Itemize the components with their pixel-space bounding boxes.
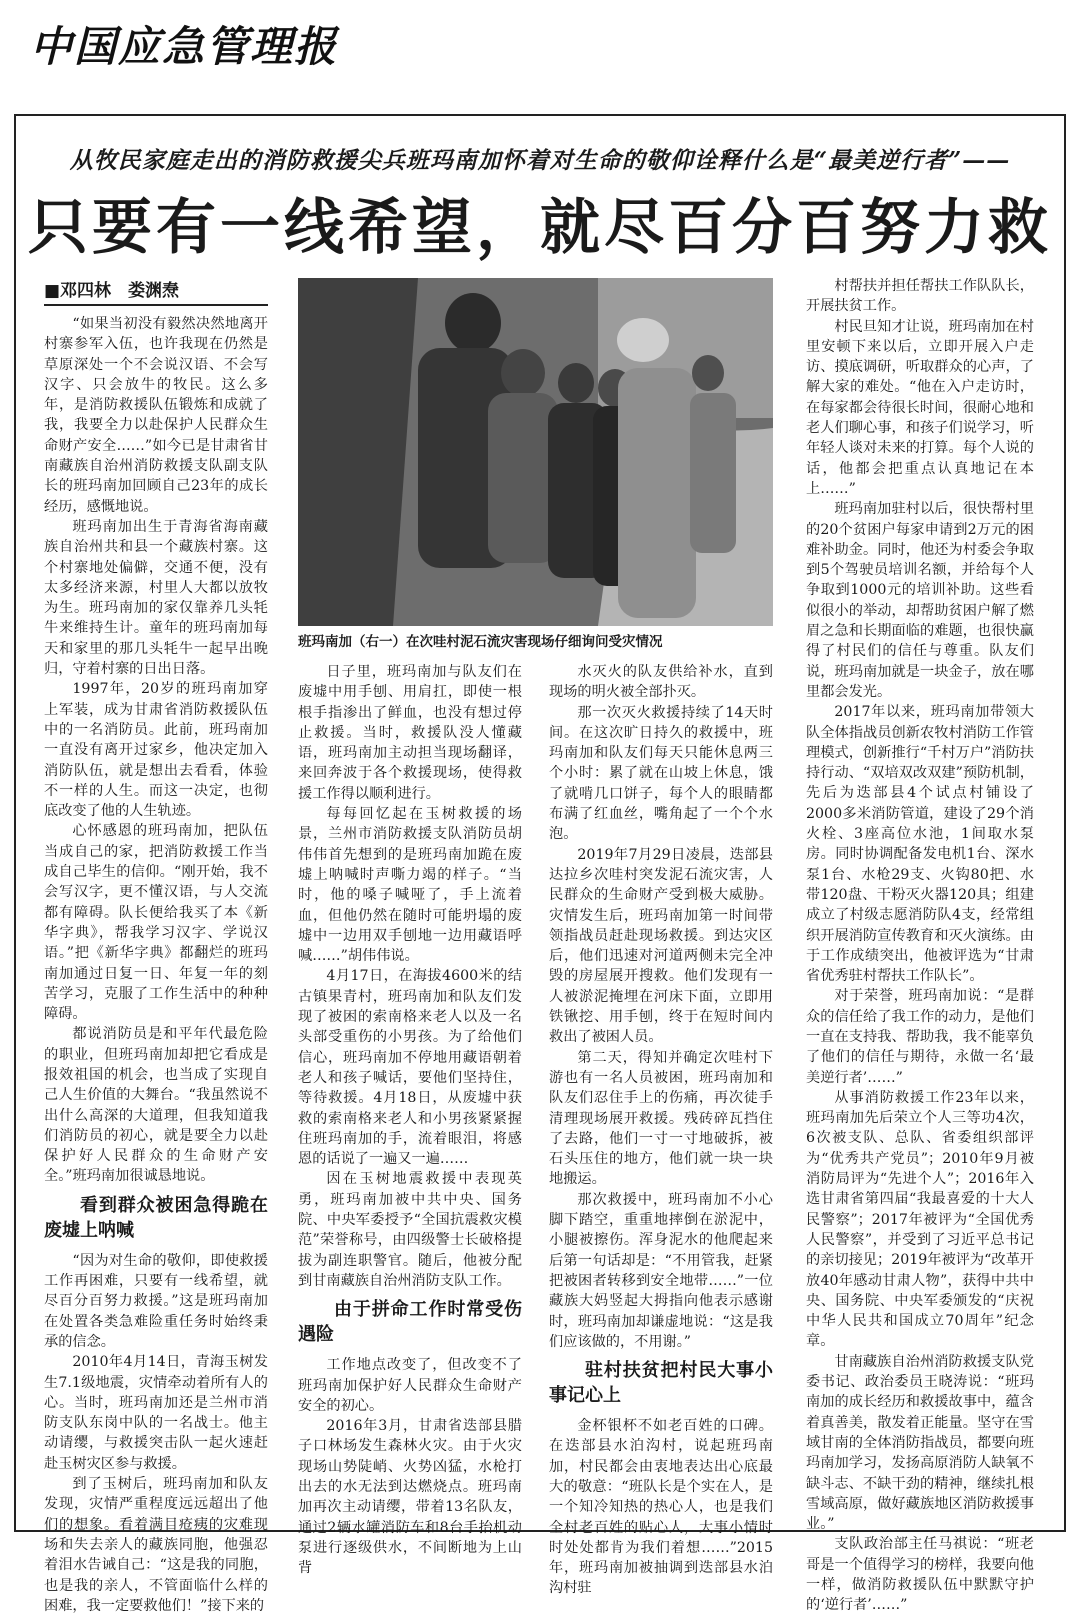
news-photo: [298, 278, 773, 626]
section-heading: 驻村扶贫把村民大事小事记心上: [549, 1360, 773, 1407]
column-3: [549, 662, 773, 1597]
article-kicker: 从牧民家庭走出的消防救援尖兵班玛南加怀着对生命的敬仰诠释什么是“最美逆行者”——: [69, 147, 1011, 174]
paragraph: “如果当初没有毅然决然地离开村寨参军入伍，也许我现在仍然是草原深处一个不会说汉语、不会写汉字、只会放牛的牧民。这么多年，是消防救援队伍锻炼和成就了我，我要全力以赴保护人民群众生命财产安全……”如今已是甘肃省甘南藏族自治州消防救援支队副支队长的班玛南加回顾自己23年的成长经历，感慨地说。: [44, 316, 268, 515]
column-2: [298, 662, 522, 1577]
newspaper-masthead: 中国应急管理报: [30, 22, 339, 71]
paragraph: 从事消防救援工作23年以来，班玛南加先后荣立个人三等功4次，6次被支队、总队、省委组织部评为“优秀共产党员”；2010年9月被消防局评为“先进个人”；2016年入选甘肃省第四届“我最喜爱的十大人民警察”；2017年被评为“全国优秀人民警察”，并受到了习近平总书记的亲切接见；2019年被评为“改革开放40年感动甘肃人物”，获得中共中央、国务院、中央军委颁发的“庆祝中华人民共和国成立70周年”纪念章。: [806, 1089, 1034, 1350]
paragraph: 到了玉树后，班玛南加和队友发现，灾情严重程度远远超出了他们的想象。看着满目疮痍的灾难现场和失去亲人的藏族同胞，他强忍着泪水告诫自己：“这是我的同胞，也是我的亲人，不管面临什么样的困难，我一定要救他们！”接下来的: [44, 1476, 268, 1614]
photo-caption: 班玛南加（右一）在次哇村泥石流灾害现场仔细询问受灾情况: [298, 634, 663, 650]
article-byline: ■邓四林 娄渊焘: [44, 276, 268, 306]
paragraph: 2017年以来，班玛南加带领大队全体指战员创新农牧村消防工作管理模式，创新推行“千村万户”消防扶持行动、“双培双改双建”预防机制，先后为迭部县4个试点村铺设了2000多米消防管道，建设了29个消火栓、3座高位水池，1间取水泵房。同时协调配备发电机1台、深水泵1台、水枪29支、火钩80把、水带120盘、干粉灭火器120具；组建成立了村级志愿消防队4支，经常组织开展消防宣传教育和灭火演练。由于工作成绩突出，他被评选为“甘肃省优秀驻村帮扶工作队长”。: [806, 704, 1034, 985]
paragraph: 班玛南加驻村以后，很快帮村里的20个贫困户每家申请到2万元的困难补助金。同时，他还为村委会争取到5个驾驶员培训名额，并给每个人争取到1000元的培训补助。这些看似很小的举动，却帮助贫困户解了燃眉之急和长期面临的难题，也很快赢得了村民们的信任与尊重。队友们说，班玛南加就是一块金子，放在哪里都会发光。: [806, 501, 1034, 700]
column-4: [806, 276, 1034, 1614]
rescue-scene-illustration: [298, 278, 773, 626]
paragraph: 2016年3月，甘肃省迭部县腊子口林场发生森林火灾。由于火灾现场山势陡峭、火势凶猛，水枪打出去的水无法到达燃烧点。班玛南加再次主动请缨，带着13名队友，通过2辆水罐消防车和8台手抬机动泵进行逐级供水，不间断地为上山背: [298, 1418, 522, 1577]
paragraph: 班玛南加出生于青海省海南藏族自治州共和县一个藏族村寨。这个村寨地处偏僻，交通不便，没有太多经济来源，村里人大都以放牧为生。班玛南加的家仅靠养几头牦牛来维持生计。童年的班玛南加每天和家里的那几头牦牛一起早出晚归，守着村寨的日出日落。: [44, 518, 268, 678]
section-heading: 由于拼命工作时常受伤遇险: [298, 1299, 522, 1346]
article-headline: 只要有一线希望，就尽百分百努力救: [28, 193, 1052, 263]
paragraph: 村民旦知才让说，班玛南加在村里安顿下来以后，立即开展入户走访、摸底调研，听取群众的心声，了解大家的难处。“他在入户走访时，在每家都会待很长时间，很耐心地和老人们聊心事，和孩子们说学习，听年轻人谈对未来的打算。每个人说的话，他都会把重点认真地记在本上……”: [806, 318, 1034, 497]
paragraph: “因为对生命的敬仰，即使救援工作再困难，只要有一线希望，就尽百分百努力救援。”这是班玛南加在处置各类急难险重任务时始终秉承的信念。: [44, 1252, 268, 1350]
paragraph: 2010年4月14日，青海玉树发生7.1级地震，灾情牵动着所有人的心。当时，班玛南加还是兰州市消防支队东岗中队的一名战士。他主动请缨，与救援突击队一起火速赶赴玉树灾区参与救援。: [44, 1354, 268, 1472]
paragraph: 对于荣誉，班玛南加说：“是群众的信任给了我工作的动力，是他们一直在支持我、帮助我，我不能辜负了他们的信任与期待，永做一名‘最美逆行者’……”: [806, 988, 1034, 1086]
paragraph: 那一次灭火救援持续了14天时间。在这次旷日持久的救援中，班玛南加和队友们每天只能休息两三个小时：累了就在山坡上休息，饿了就啃几口饼子，每个人的眼睛都布满了红血丝，嘴角起了一个个水泡。: [549, 704, 773, 843]
paragraph: 每每回忆起在玉树救援的场景，兰州市消防救援支队消防员胡伟伟首先想到的是班玛南加跪在废墟上呐喊时声嘶力竭的样子。“当时，他的嗓子喊哑了，手上流着血，但他仍然在随时可能坍塌的废墟中一边用双手刨地一边用藏语呼喊……”胡伟伟说。: [298, 806, 522, 965]
paragraph: 那次救援中，班玛南加不小心脚下踏空，重重地摔倒在淤泥中，小腿被擦伤。浑身泥水的他爬起来后第一句话却是：“不用管我，赶紧把被困者转移到安全地带……”一位藏族大妈竖起大拇指向他表示感谢时，班玛南加却谦虚地说：“这是我们应该做的，不用谢。”: [549, 1191, 773, 1350]
paragraph: 金杯银杯不如老百姓的口碑。在迭部县水泊沟村，说起班玛南加，村民都会由衷地表达出心底最大的敬意：“班队长是个实在人，是一个知冷知热的热心人，也是我们全村老百姓的贴心人，大事小情时时处处都肯为我们着想……”2015年，班玛南加被抽调到迭部县水泊沟村驻: [549, 1418, 773, 1597]
paragraph: 村帮扶并担任帮扶工作队队长，开展扶贫工作。: [806, 278, 1034, 315]
paragraph: 都说消防员是和平年代最危险的职业，但班玛南加却把它看成是报效祖国的机会，也当成了实现自己人生价值的大舞台。“我虽然说不出什么高深的大道理，但我知道我们消防员的初心，就是要全力以赴保护好人民群众的生命财产安全。”班玛南加很诚恳地说。: [44, 1026, 268, 1185]
paragraph: 工作地点改变了，但改变不了班玛南加保护好人民群众生命财产安全的初心。: [298, 1357, 522, 1414]
paragraph: 1997年，20岁的班玛南加穿上军装，成为甘肃省消防救援队伍中的一名消防员。此前，班玛南加一直没有离开过家乡，他决定加入消防队伍，就是想出去看看，体验不一样的人生。而这一决定，也彻底改变了他的人生轨迹。: [44, 681, 268, 820]
paragraph: 水灭火的队友供给补水，直到现场的明火被全部扑灭。: [549, 664, 773, 701]
paragraph: 支队政治部主任马祺说：“班老哥是一个值得学习的榜样，我要向他一样，做消防救援队伍中默默守护的‘逆行者’……”: [806, 1536, 1034, 1614]
section-heading: 看到群众被困急得跪在废墟上呐喊: [44, 1194, 268, 1241]
paragraph: 甘南藏族自治州消防救援支队党委书记、政治委员王晓涛说：“班玛南加的成长经历和救援故事中，蕴含着真善美，散发着正能量。坚守在雪域甘南的全体消防指战员，都要向班玛南加学习，发扬高原消防人缺氧不缺斗志、不缺干劲的精神，继续扎根雪域高原，做好藏族地区消防救援事业。”: [806, 1353, 1034, 1533]
paragraph: 心怀感恩的班玛南加，把队伍当成自己的家，把消防救援工作当成自己毕生的信仰。“刚开始，我不会写汉字，更不懂汉语，与人交流都有障碍。队长便给我买了本《新华字典》，帮我学习汉字、学说汉语。”把《新华字典》都翻烂的班玛南加通过日复一日、年复一年的刻苦学习，克服了工作生活中的种种障碍。: [44, 823, 268, 1023]
paragraph: 4月17日，在海拔4600米的结古镇果青村，班玛南加和队友们发现了被困的索南格来老人以及一名头部受重伤的小男孩。为了给他们信心，班玛南加不停地用藏语朝着老人和孩子喊话，要他们坚持住，等待救援。4月18日，从废墟中获救的索南格来老人和小男孩紧紧握住班玛南加的手，流着眼泪，将感恩的话说了一遍又一遍……: [298, 968, 522, 1168]
paragraph: 第二天，得知并确定次哇村下游也有一名人员被困，班玛南加和队友们忍住手上的伤痛，再次徒手清理现场展开救援。残砖碎瓦挡住了去路，他们一寸一寸地破拆，被石头压住的地方，他们就一块一块地搬运。: [549, 1049, 773, 1188]
paragraph: 2019年7月29日凌晨，迭部县达拉乡次哇村突发泥石流灾害，人民群众的生命财产受到极大威胁。灾情发生后，班玛南加第一时间带领指战员赶赴现场救援。到达灾区后，他们迅速对河道两侧未完全冲毁的房屋展开搜救。他们发现有一人被淤泥掩埋在河床下面，立即用铁锹挖、用手刨，终于在短时间内救出了被困人员。: [549, 846, 773, 1046]
column-1: [44, 314, 268, 1614]
paragraph: 日子里，班玛南加与队友们在废墟中用手刨、用肩扛，即使一根根手指渗出了鲜血，也没有想过停止救援。当时，救援队没人懂藏语，班玛南加主动担当现场翻译，来回奔波于各个救援现场，使得救援工作得以顺利进行。: [298, 664, 522, 802]
paragraph: 因在玉树地震救援中表现英勇，班玛南加被中共中央、国务院、中央军委授予“全国抗震救灾模范”荣誉称号，由四级警士长破格提拔为副连职警官。随后，他被分配到甘南藏族自治州消防支队工作。: [298, 1171, 522, 1289]
